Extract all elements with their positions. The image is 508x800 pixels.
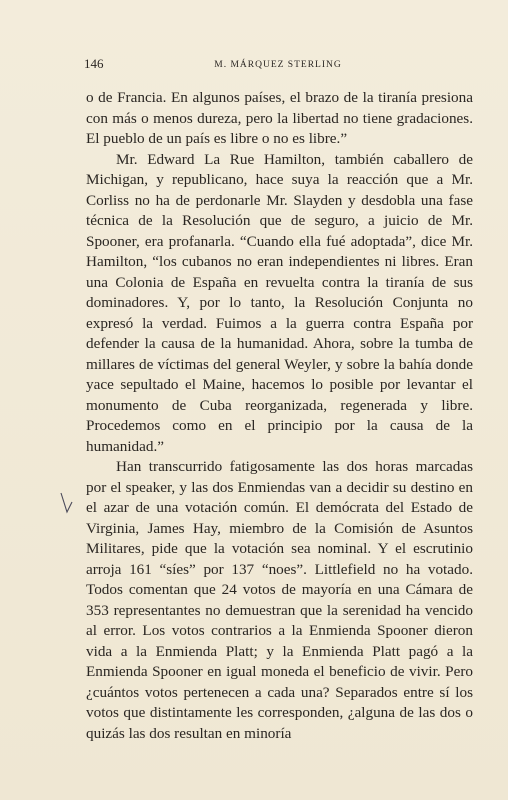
pencil-margin-mark-icon	[60, 492, 74, 514]
page-header	[84, 56, 472, 72]
paragraph-3: Han transcurrido fatigosamente las dos horas marcadas por el speaker, y las dos Enmiendas van a decidir su destino en el azar de una votación común. El demócrata del Estado de Virginia, James Hay, miembro de la Comisión de Asuntos Militares, pide que la votación sea nominal. Y el escrutinio arroja 161 “síes” por 137 “noes”. Littlefield no ha votado. Todos comentan que 24 votos de mayoría en una Cámara de 353 representantes no demuestran que la serenidad ha vencido al error. Los votos contrarios a la Enmienda Spooner dieron vida a la Enmienda Platt; y la Enmienda Platt pagó a la Enmienda Spooner en igual moneda el beneficio de vivir. Pero ¿cuántos votos pertenecen a cada una? Separados entre sí los votos que distintamente les corresponden, ¿alguna de las dos o quizás las dos resultan en minoría	[86, 458, 473, 742]
running-head: M. MÁRQUEZ STERLING	[214, 60, 342, 70]
page-number: 146	[84, 56, 104, 71]
paragraph-1: o de Francia. En algunos países, el brazo de la tiranía presiona con más o menos dureza, pero la libertad no tiene gradaciones. El pueblo de un país es libre o no es libre.”	[86, 89, 473, 147]
body-text	[86, 88, 473, 744]
paragraph-2: Mr. Edward La Rue Hamilton, también caballero de Michigan, y republicano, hace suya la reacción que a Mr. Corliss no ha de perdonarle Mr. Slayden y desdobla una fase técnica de la Resolución que de seguro, a juicio de Mr. Spooner, era profanarla. “Cuando ella fué adoptada”, dice Mr. Hamilton, “los cubanos no eran independientes ni libres. Eran una Colonia de España en revuelta contra la tiranía de sus dominadores. Y, por lo tanto, la Resolución Conjunta no expresó la verdad. Fuimos a la guerra contra España por defender la causa de la humanidad. Ahora, sobre la tumba de millares de víctimas del general Weyler, y sobre la bahía donde yace sepultado el Maine, hacemos lo posible por levantar el monumento de Cuba reorganizada, regenerada y libre. Procedemos como en el principio por la causa de la humanidad.”	[86, 150, 473, 455]
